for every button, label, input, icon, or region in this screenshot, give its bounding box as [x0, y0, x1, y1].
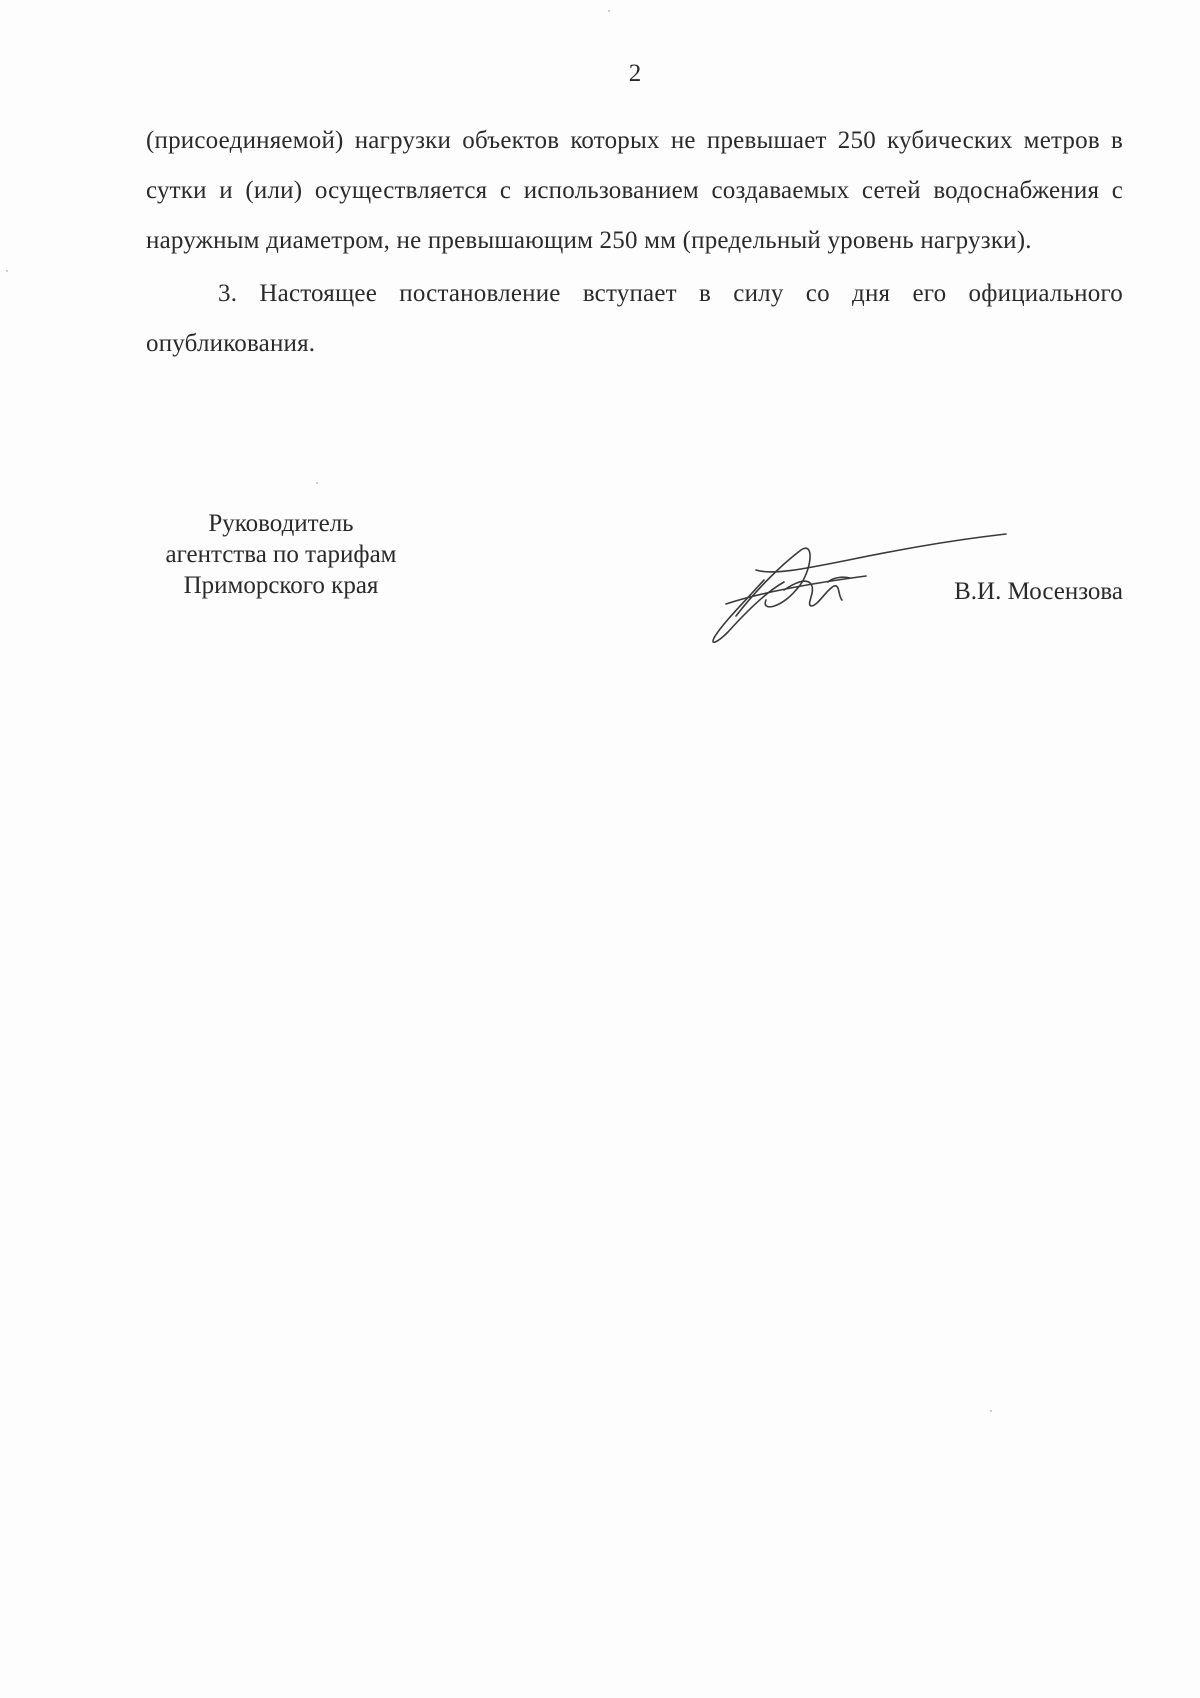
signer-position: [146, 508, 416, 601]
signer-position-line: агентства по тарифам: [165, 541, 397, 568]
scan-speck: [990, 1410, 992, 1412]
scan-speck: [316, 482, 318, 484]
document-body: [146, 116, 1123, 369]
signature-block: [146, 508, 1123, 648]
signer-position-line: Руководитель: [208, 510, 354, 537]
paragraph-continuation: (присоединяемой) нагрузки объектов которых не превышает 250 кубических метров в сутки и (или) осуществляется с использованием создаваемых сетей водоснабжения с наружным диаметром, не превышающим 250 мм (предельный уровень нагрузки).: [146, 127, 1123, 254]
scan-speck: [608, 10, 610, 12]
paragraph-item-3: 3. Настоящее постановление вступает в силу со дня его официального опубликования.: [146, 280, 1123, 357]
signer-name: В.И. Мосензова: [954, 578, 1123, 605]
page-number: 2: [628, 60, 642, 87]
scan-speck: [6, 270, 8, 272]
signer-position-line: Приморского края: [183, 572, 379, 599]
